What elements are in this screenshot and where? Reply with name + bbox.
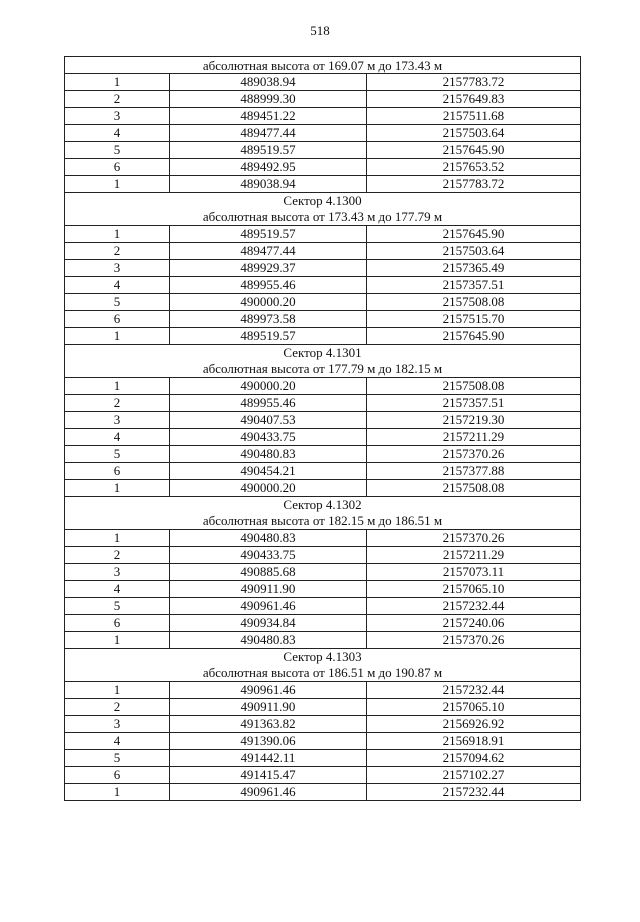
- point-number-cell: 1: [65, 632, 170, 649]
- point-number-cell: 2: [65, 699, 170, 716]
- sector-header-row: [65, 193, 581, 226]
- table-row: [65, 480, 581, 497]
- x-coordinate-cell: 489519.57: [170, 226, 367, 243]
- sector-header-row: [65, 57, 581, 74]
- sector-header-cell: [65, 345, 581, 378]
- x-coordinate-cell: 490480.83: [170, 632, 367, 649]
- point-number-cell: 4: [65, 125, 170, 142]
- point-number-cell: 3: [65, 108, 170, 125]
- sector-header-cell: [65, 497, 581, 530]
- sector-header-row: [65, 345, 581, 378]
- table-row: [65, 750, 581, 767]
- y-coordinate-cell: 2157219.30: [367, 412, 581, 429]
- y-coordinate-cell: 2156918.91: [367, 733, 581, 750]
- sector-title: Сектор 4.1301: [283, 345, 362, 360]
- y-coordinate-cell: 2157073.11: [367, 564, 581, 581]
- table-row: [65, 699, 581, 716]
- y-coordinate-cell: 2157365.49: [367, 260, 581, 277]
- page-number: 518: [310, 23, 330, 38]
- y-coordinate-cell: 2157211.29: [367, 429, 581, 446]
- y-coordinate-cell: 2157240.06: [367, 615, 581, 632]
- x-coordinate-cell: 490911.90: [170, 581, 367, 598]
- point-number-cell: 3: [65, 260, 170, 277]
- table-row: [65, 378, 581, 395]
- sector-title: Сектор 4.1302: [283, 497, 362, 512]
- table-row: [65, 328, 581, 345]
- point-number-cell: 5: [65, 142, 170, 159]
- y-coordinate-cell: 2157503.64: [367, 125, 581, 142]
- y-coordinate-cell: 2157508.08: [367, 480, 581, 497]
- x-coordinate-cell: 489492.95: [170, 159, 367, 176]
- y-coordinate-cell: 2157065.10: [367, 581, 581, 598]
- sector-header-row: [65, 649, 581, 682]
- x-coordinate-cell: 489477.44: [170, 243, 367, 260]
- y-coordinate-cell: 2157357.51: [367, 277, 581, 294]
- table-row: [65, 784, 581, 801]
- point-number-cell: 4: [65, 733, 170, 750]
- x-coordinate-cell: 490885.68: [170, 564, 367, 581]
- point-number-cell: 6: [65, 463, 170, 480]
- x-coordinate-cell: 489038.94: [170, 74, 367, 91]
- point-number-cell: 1: [65, 226, 170, 243]
- table-row: [65, 311, 581, 328]
- table-row: [65, 91, 581, 108]
- x-coordinate-cell: 490000.20: [170, 294, 367, 311]
- x-coordinate-cell: 490433.75: [170, 547, 367, 564]
- point-number-cell: 5: [65, 446, 170, 463]
- point-number-cell: 2: [65, 547, 170, 564]
- x-coordinate-cell: 491415.47: [170, 767, 367, 784]
- y-coordinate-cell: 2156926.92: [367, 716, 581, 733]
- y-coordinate-cell: 2157370.26: [367, 530, 581, 547]
- table-row: [65, 176, 581, 193]
- point-number-cell: 1: [65, 480, 170, 497]
- x-coordinate-cell: 488999.30: [170, 91, 367, 108]
- point-number-cell: 5: [65, 750, 170, 767]
- x-coordinate-cell: 491442.11: [170, 750, 367, 767]
- x-coordinate-cell: 490454.21: [170, 463, 367, 480]
- x-coordinate-cell: 490000.20: [170, 378, 367, 395]
- y-coordinate-cell: 2157370.26: [367, 446, 581, 463]
- y-coordinate-cell: 2157232.44: [367, 598, 581, 615]
- y-coordinate-cell: 2157232.44: [367, 784, 581, 801]
- x-coordinate-cell: 491390.06: [170, 733, 367, 750]
- point-number-cell: 3: [65, 412, 170, 429]
- x-coordinate-cell: 490961.46: [170, 784, 367, 801]
- coordinates-table-body: [65, 57, 581, 801]
- y-coordinate-cell: 2157211.29: [367, 547, 581, 564]
- table-row: [65, 716, 581, 733]
- x-coordinate-cell: 489519.57: [170, 142, 367, 159]
- x-coordinate-cell: 489038.94: [170, 176, 367, 193]
- x-coordinate-cell: 490961.46: [170, 682, 367, 699]
- point-number-cell: 6: [65, 767, 170, 784]
- point-number-cell: 1: [65, 784, 170, 801]
- y-coordinate-cell: 2157645.90: [367, 142, 581, 159]
- y-coordinate-cell: 2157503.64: [367, 243, 581, 260]
- table-row: [65, 142, 581, 159]
- x-coordinate-cell: 489973.58: [170, 311, 367, 328]
- x-coordinate-cell: 489451.22: [170, 108, 367, 125]
- y-coordinate-cell: 2157511.68: [367, 108, 581, 125]
- x-coordinate-cell: 489519.57: [170, 328, 367, 345]
- table-row: [65, 446, 581, 463]
- x-coordinate-cell: 489955.46: [170, 395, 367, 412]
- point-number-cell: 1: [65, 74, 170, 91]
- altitude-range: абсолютная высота от 173.43 м до 177.79 м: [202, 209, 443, 224]
- x-coordinate-cell: 491363.82: [170, 716, 367, 733]
- x-coordinate-cell: 490480.83: [170, 446, 367, 463]
- x-coordinate-cell: 490433.75: [170, 429, 367, 446]
- altitude-range: абсолютная высота от 182.15 м до 186.51 м: [202, 513, 443, 528]
- y-coordinate-cell: 2157065.10: [367, 699, 581, 716]
- y-coordinate-cell: 2157094.62: [367, 750, 581, 767]
- point-number-cell: 1: [65, 328, 170, 345]
- table-row: [65, 74, 581, 91]
- altitude-range: абсолютная высота от 177.79 м до 182.15 м: [202, 361, 443, 376]
- table-row: [65, 581, 581, 598]
- sector-header-cell: [65, 649, 581, 682]
- point-number-cell: 2: [65, 395, 170, 412]
- table-row: [65, 412, 581, 429]
- x-coordinate-cell: 490961.46: [170, 598, 367, 615]
- point-number-cell: 1: [65, 530, 170, 547]
- table-row: [65, 598, 581, 615]
- table-row: [65, 108, 581, 125]
- table-row: [65, 682, 581, 699]
- y-coordinate-cell: 2157357.51: [367, 395, 581, 412]
- point-number-cell: 5: [65, 598, 170, 615]
- y-coordinate-cell: 2157232.44: [367, 682, 581, 699]
- table-row: [65, 547, 581, 564]
- point-number-cell: 6: [65, 159, 170, 176]
- point-number-cell: 4: [65, 581, 170, 598]
- y-coordinate-cell: 2157508.08: [367, 378, 581, 395]
- table-row: [65, 159, 581, 176]
- y-coordinate-cell: 2157645.90: [367, 226, 581, 243]
- table-row: [65, 767, 581, 784]
- altitude-range: абсолютная высота от 169.07 м до 173.43 м: [202, 57, 443, 73]
- point-number-cell: 4: [65, 277, 170, 294]
- y-coordinate-cell: 2157508.08: [367, 294, 581, 311]
- point-number-cell: 1: [65, 176, 170, 193]
- table-row: [65, 277, 581, 294]
- x-coordinate-cell: 490934.84: [170, 615, 367, 632]
- x-coordinate-cell: 490480.83: [170, 530, 367, 547]
- table-row: [65, 615, 581, 632]
- altitude-range: абсолютная высота от 186.51 м до 190.87 м: [202, 665, 443, 680]
- point-number-cell: 6: [65, 615, 170, 632]
- y-coordinate-cell: 2157515.70: [367, 311, 581, 328]
- point-number-cell: 1: [65, 378, 170, 395]
- point-number-cell: 4: [65, 429, 170, 446]
- y-coordinate-cell: 2157783.72: [367, 176, 581, 193]
- x-coordinate-cell: 490000.20: [170, 480, 367, 497]
- sector-title: Сектор 4.1303: [283, 649, 362, 664]
- sector-header-cell: [65, 193, 581, 226]
- point-number-cell: 2: [65, 91, 170, 108]
- table-row: [65, 226, 581, 243]
- sector-title: Сектор 4.1300: [283, 193, 362, 208]
- y-coordinate-cell: 2157645.90: [367, 328, 581, 345]
- coordinates-table: [64, 56, 581, 801]
- point-number-cell: 3: [65, 716, 170, 733]
- table-row: [65, 294, 581, 311]
- y-coordinate-cell: 2157102.27: [367, 767, 581, 784]
- sector-header-row: [65, 497, 581, 530]
- table-row: [65, 463, 581, 480]
- y-coordinate-cell: 2157377.88: [367, 463, 581, 480]
- y-coordinate-cell: 2157370.26: [367, 632, 581, 649]
- x-coordinate-cell: 489955.46: [170, 277, 367, 294]
- point-number-cell: 5: [65, 294, 170, 311]
- table-row: [65, 243, 581, 260]
- x-coordinate-cell: 490911.90: [170, 699, 367, 716]
- point-number-cell: 2: [65, 243, 170, 260]
- table-row: [65, 429, 581, 446]
- y-coordinate-cell: 2157653.52: [367, 159, 581, 176]
- sector-header-cell: [65, 57, 581, 74]
- x-coordinate-cell: 489929.37: [170, 260, 367, 277]
- point-number-cell: 1: [65, 682, 170, 699]
- table-row: [65, 125, 581, 142]
- x-coordinate-cell: 489477.44: [170, 125, 367, 142]
- table-row: [65, 530, 581, 547]
- point-number-cell: 3: [65, 564, 170, 581]
- table-row: [65, 564, 581, 581]
- table-row: [65, 260, 581, 277]
- table-row: [65, 395, 581, 412]
- x-coordinate-cell: 490407.53: [170, 412, 367, 429]
- y-coordinate-cell: 2157783.72: [367, 74, 581, 91]
- table-row: [65, 632, 581, 649]
- y-coordinate-cell: 2157649.83: [367, 91, 581, 108]
- table-row: [65, 733, 581, 750]
- point-number-cell: 6: [65, 311, 170, 328]
